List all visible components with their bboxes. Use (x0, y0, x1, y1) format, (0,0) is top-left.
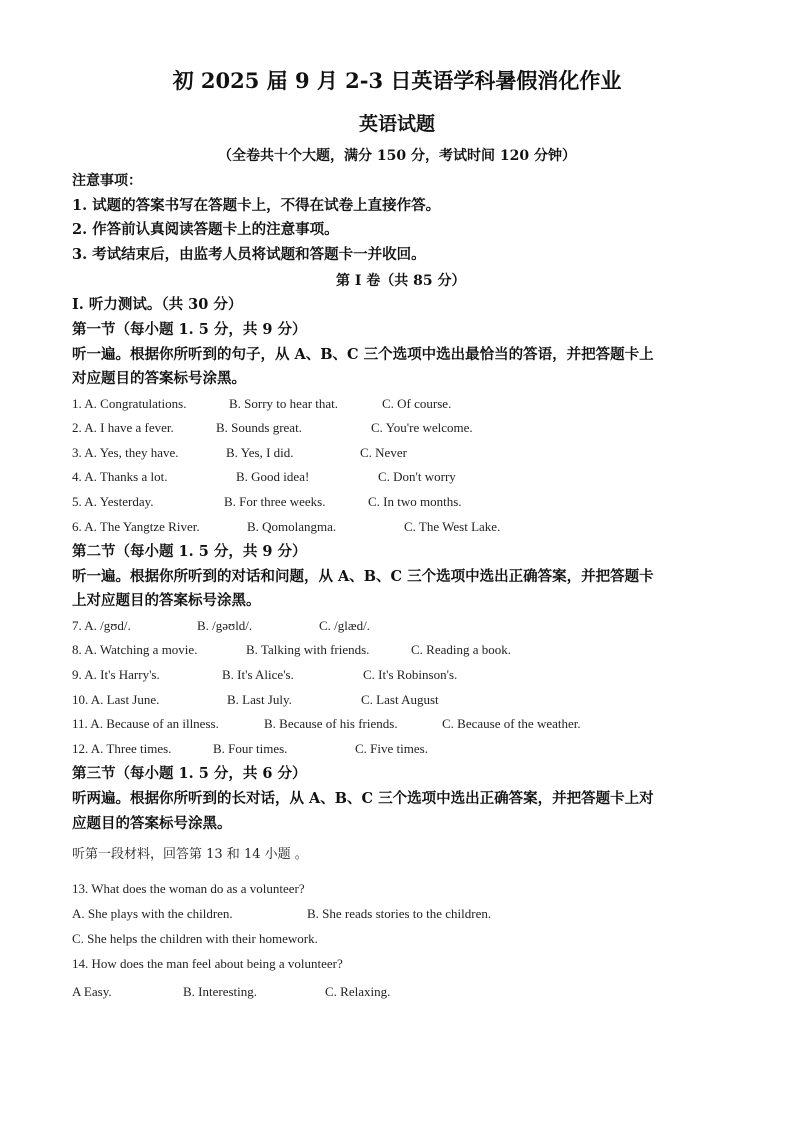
option-b: B. Good idea! (236, 469, 310, 484)
option-c: C. Five times. (355, 741, 428, 756)
option-a: 2. A. I have a fever. (72, 420, 174, 435)
section3-title: 第三节（每小题 1. 5 分，共 6 分） (72, 765, 307, 782)
option-c: C. Because of the weather. (442, 716, 581, 731)
option-a: A Easy. (72, 984, 112, 999)
option-a: 7. A. /gʊd/. (72, 618, 131, 633)
option-c: C. You're welcome. (371, 420, 473, 435)
option-b: B. She reads stories to the children. (307, 906, 492, 921)
section2-instruction-line2: 上对应题目的答案标号涂黑。 (72, 592, 261, 609)
option-a: 12. A. Three times. (72, 741, 172, 756)
option-c: C. Reading a book. (411, 642, 512, 657)
option-b: B. Talking with friends. (246, 642, 370, 657)
option-c: C. Never (360, 445, 407, 460)
option-a: 11. A. Because of an illness. (72, 716, 219, 731)
section3-instruction-line2: 应题目的答案标号涂黑。 (72, 815, 232, 832)
option-b: B. It's Alice's. (222, 667, 294, 682)
note-item-3: 3. 考试结束后，由监考人员将试题和答题卡一并收回。 (72, 246, 426, 263)
option-b: B. Qomolangma. (247, 519, 337, 534)
question-stem: 13. What does the woman do as a volunteer? (72, 881, 305, 896)
volume-label: 第 I 卷（共 85 分） (336, 273, 466, 289)
option-a: 8. A. Watching a movie. (72, 642, 198, 657)
question-stem: 14. How does the man feel about being a volunteer? (72, 956, 343, 971)
part1-title: I. 听力测试。（共 30 分） (72, 296, 243, 313)
option-b: B. Because of his friends. (264, 716, 398, 731)
section3-instruction-line1: 听两遍。根据你所听到的长对话，从 A、B、C 三个选项中选出正确答案，并把答题卡上对 (72, 790, 654, 807)
option-a: 9. A. It's Harry's. (72, 667, 160, 682)
option-a: 4. A. Thanks a lot. (72, 469, 168, 484)
option-c: C. Of course. (382, 396, 452, 411)
option-c: C. She helps the children with their homework. (72, 931, 318, 946)
option-c: C. It's Robinson's. (363, 667, 458, 682)
note-item-2: 2. 作答前认真阅读答题卡上的注意事项。 (72, 221, 339, 238)
section1-instruction-line2: 对应题目的答案标号涂黑。 (72, 370, 246, 387)
option-a: 1. A. Congratulations. (72, 396, 187, 411)
option-b: B. Sounds great. (216, 420, 302, 435)
option-c: C. Relaxing. (325, 984, 391, 999)
option-b: B. Sorry to hear that. (229, 396, 339, 411)
option-c: C. In two months. (368, 494, 462, 509)
option-c: C. /glæd/. (319, 618, 370, 633)
exam-info: （全卷共十个大题，满分 150 分，考试时间 120 分钟） (218, 148, 576, 164)
option-c: C. Don't worry (378, 469, 456, 484)
section1-instruction-line1: 听一遍。根据你所听到的句子，从 A、B、C 三个选项中选出最恰当的答语，并把答题卡上 (72, 346, 654, 363)
option-c: C. The West Lake. (404, 519, 501, 534)
option-b: B. /gəʊld/. (197, 618, 253, 633)
option-a: 3. A. Yes, they have. (72, 445, 179, 460)
subject-title: 英语试题 (358, 113, 435, 135)
section2-title: 第二节（每小题 1. 5 分，共 9 分） (72, 543, 307, 560)
notes-heading: 注意事项： (72, 173, 142, 189)
option-a: A. She plays with the children. (72, 906, 233, 921)
note-item-1: 1. 试题的答案书写在答题卡上，不得在试卷上直接作答。 (72, 197, 441, 214)
option-a: 10. A. Last June. (72, 692, 160, 707)
section2-instruction-line1: 听一遍。根据你所听到的对话和问题，从 A、B、C 三个选项中选出正确答案，并把答题卡 (72, 568, 654, 585)
option-b: B. Yes, I did. (226, 445, 294, 460)
option-a: 6. A. The Yangtze River. (72, 519, 200, 534)
exam-title: 初 2025 届 9 月 2-3 日英语学科暑假消化作业 (172, 68, 622, 93)
option-b: B. Interesting. (183, 984, 258, 999)
option-b: B. Four times. (213, 741, 288, 756)
option-c: C. Last August (361, 692, 439, 707)
option-a: 5. A. Yesterday. (72, 494, 154, 509)
option-b: B. For three weeks. (224, 494, 326, 509)
option-b: B. Last July. (227, 692, 292, 707)
material-intro: 听第一段材料，回答第 13 和 14 小题 。 (72, 847, 308, 862)
section1-title: 第一节（每小题 1. 5 分，共 9 分） (72, 321, 307, 338)
